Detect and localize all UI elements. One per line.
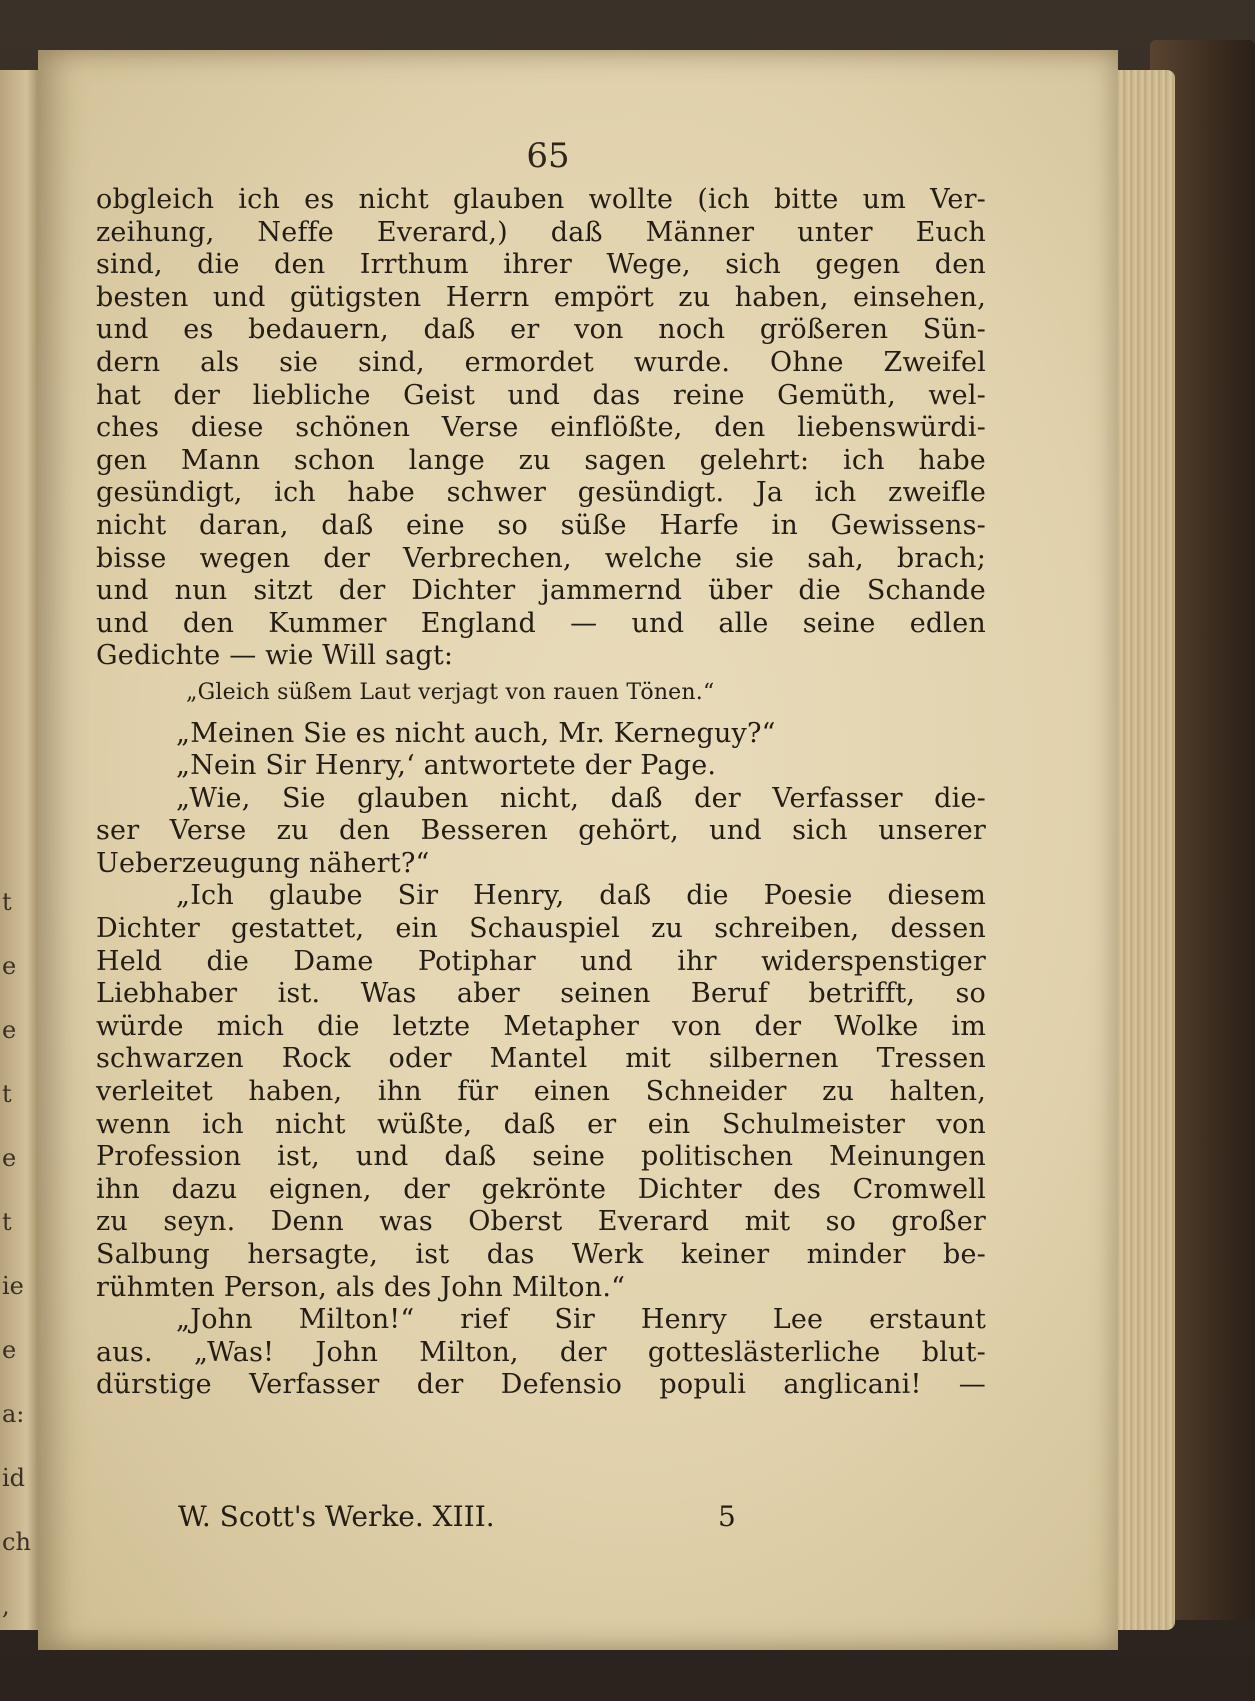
- text-line: schwarzen Rock oder Mantel mit silbernen Tressen: [96, 1043, 986, 1075]
- facing-glyph: ch: [2, 1528, 31, 1556]
- page-number: 65: [526, 136, 570, 176]
- dialogue-line: „Meinen Sie es nicht auch, Mr. Kerneguy?“: [176, 717, 776, 749]
- page-text: [96, 184, 986, 1402]
- facing-glyph: t: [2, 1208, 12, 1236]
- text-line: bisse wegen der Verbrechen, welche sie sah, brach;: [96, 542, 986, 574]
- text-line: dürstige Verfasser der Defensio populi anglicani! —: [96, 1369, 986, 1401]
- text-line: gesündigt, ich habe schwer gesündigt. Ja ich zweifle: [96, 477, 986, 509]
- text-line: und den Kummer England — und alle seine edlen: [96, 607, 986, 639]
- sheet-number: 5: [718, 1500, 736, 1533]
- facing-page-strip: [0, 70, 38, 1630]
- text-line: Dichter gestattet, ein Schauspiel zu schreiben, dessen: [96, 913, 986, 945]
- text-line: „Wie, Sie glauben nicht, daß der Verfasser die-: [176, 782, 986, 814]
- facing-page-glyphs: [2, 870, 32, 1638]
- facing-glyph: e: [2, 1144, 17, 1172]
- facing-glyph: ie: [2, 1272, 24, 1300]
- page-footer: [108, 1500, 988, 1540]
- text-line: besten und gütigsten Herrn empört zu haben, einsehen,: [96, 281, 986, 313]
- signature-line: W. Scott's Werke. XIII.: [178, 1500, 495, 1533]
- dialogue-line: „Nein Sir Henry,‘ antwortete der Page.: [176, 750, 717, 782]
- text-line: würde mich die letzte Metapher von der Wolke im: [96, 1010, 986, 1042]
- text-line: zeihung, Neffe Everard,) daß Männer unter Euch: [96, 216, 986, 248]
- facing-glyph: a:: [2, 1400, 25, 1428]
- text-line: rühmten Person, als des John Milton.“: [96, 1271, 626, 1303]
- text-line: aus. „Was! John Milton, der gotteslästerliche blut-: [96, 1336, 986, 1368]
- book-page: [38, 50, 1118, 1650]
- text-line: obgleich ich es nicht glauben wollte (ich bitte um Ver-: [96, 184, 986, 215]
- text-line: hat der liebliche Geist und das reine Gemüth, wel-: [96, 379, 986, 411]
- verse-quote: „Gleich süßem Laut verjagt von rauen Tönen.“: [186, 679, 715, 705]
- text-line: ser Verse zu den Besseren gehört, und sich unserer: [96, 815, 986, 847]
- text-line: ihn dazu eignen, der gekrönte Dichter des Cromwell: [96, 1173, 986, 1205]
- text-line: zu seyn. Denn was Oberst Everard mit so großer: [96, 1206, 986, 1238]
- text-line: „Ich glaube Sir Henry, daß die Poesie diesem: [176, 880, 986, 912]
- facing-glyph: t: [2, 1080, 12, 1108]
- text-line: Gedichte — wie Will sagt:: [96, 640, 454, 672]
- text-line: Ueberzeugung nähert?“: [96, 847, 430, 879]
- facing-glyph: ,: [2, 1592, 10, 1620]
- text-line: wenn ich nicht wüßte, daß er ein Schulmeister von: [96, 1108, 986, 1140]
- text-line: „John Milton!“ rief Sir Henry Lee erstaunt: [176, 1304, 986, 1336]
- facing-glyph: e: [2, 1336, 17, 1364]
- facing-glyph: id: [2, 1464, 26, 1492]
- facing-glyph: t: [2, 888, 12, 916]
- text-line: dern als sie sind, ermordet wurde. Ohne Zweifel: [96, 346, 986, 378]
- facing-glyph: e: [2, 952, 17, 980]
- text-line: Salbung hersagte, ist das Werk keiner minder be-: [96, 1239, 986, 1270]
- text-line: sind, die den Irrthum ihrer Wege, sich gegen den: [96, 249, 986, 281]
- text-line: verleitet haben, ihn für einen Schneider zu halten,: [96, 1076, 986, 1108]
- text-line: ches diese schönen Verse einflößte, den liebenswürdi-: [96, 412, 986, 444]
- text-line: Liebhaber ist. Was aber seinen Beruf betrifft, so: [96, 978, 986, 1010]
- text-line: Profession ist, und daß seine politischen Meinungen: [96, 1141, 986, 1173]
- text-line: und es bedauern, daß er von noch größeren Sün-: [96, 314, 986, 346]
- text-line: Held die Dame Potiphar und ihr widerspenstiger: [96, 945, 986, 977]
- text-line: und nun sitzt der Dichter jammernd über die Schande: [96, 575, 986, 607]
- facing-glyph: e: [2, 1016, 17, 1044]
- text-line: nicht daran, daß eine so süße Harfe in Gewissens-: [96, 509, 986, 541]
- text-line: gen Mann schon lange zu sagen gelehrt: ich habe: [96, 444, 986, 476]
